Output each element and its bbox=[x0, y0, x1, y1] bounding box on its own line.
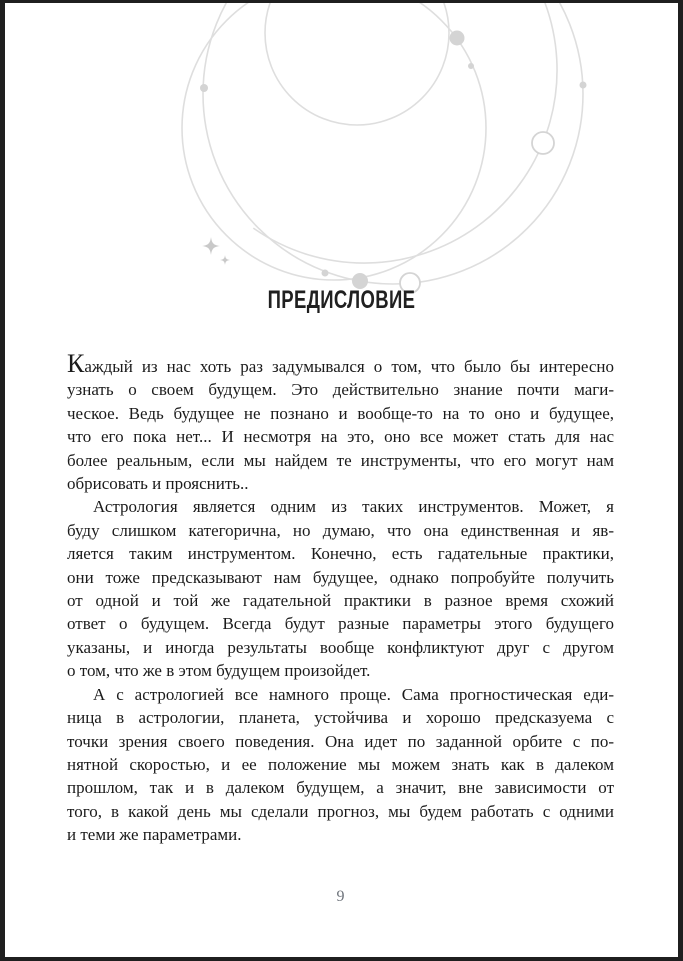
paragraph bbox=[67, 349, 614, 495]
text-line: того, в какой день мы сделали прогноз, мы будем работать с одними bbox=[67, 801, 614, 821]
orbit-circle-inner bbox=[182, 3, 486, 280]
text-line: ляется таким инструментом. Конечно, есть гадательные практики, bbox=[67, 544, 614, 564]
planet-ring bbox=[532, 132, 554, 154]
planet-dot bbox=[200, 84, 208, 92]
sparkle-icon bbox=[202, 237, 220, 255]
drop-cap: К bbox=[67, 349, 85, 378]
planet-dot bbox=[468, 63, 474, 69]
text-line: Каждый из нас хоть раз задумывался о том, что было бы интересно bbox=[67, 349, 614, 378]
text-line: указаны, и иногда результаты вообще конфликтуют друг с другом bbox=[67, 637, 614, 657]
planet-dot bbox=[580, 82, 587, 89]
planet-dot bbox=[322, 270, 329, 277]
orbit-circle-small bbox=[265, 3, 449, 125]
text-line: от одной и той же гадательной практики в разное время схожий bbox=[67, 591, 614, 611]
planet-dot bbox=[450, 31, 465, 46]
paragraph bbox=[67, 683, 614, 847]
text-line: А с астрологией все намного проще. Сама прогностическая еди- bbox=[93, 684, 614, 704]
text-line: точки зрения своего поведения. Она идет по заданной орбите с по- bbox=[67, 731, 614, 751]
text-line: нятной скоростью, и ее положение мы можем знать как в далеком bbox=[67, 754, 614, 774]
text-line: ответ о будущем. Всегда будут разные параметры этого будущего bbox=[67, 614, 614, 634]
text-line: более реальным, если мы найдем те инструменты, что его могут нам bbox=[67, 450, 614, 470]
text-line: и теми же параметрами. bbox=[67, 825, 242, 845]
chapter-title: ПРЕДИСЛОВИЕ bbox=[267, 286, 416, 314]
paragraph bbox=[67, 495, 614, 682]
text-line: ческое. Ведь будущее не познано и вообще-то на то оно и будущее, bbox=[67, 403, 614, 423]
text-line: о том, что же в этом будущем произойдет. bbox=[67, 661, 371, 681]
body-text bbox=[67, 349, 614, 847]
text-line: буду слишком категорична, но думаю, что она единственная и яв- bbox=[67, 520, 614, 540]
page-number: 9 bbox=[336, 888, 345, 905]
text-line: обрисовать и прояснить.. bbox=[67, 474, 249, 494]
text-line: что его пока нет... И несмотря на это, оно все может стать для нас bbox=[67, 427, 614, 447]
text-line: они тоже предсказывают нам будущее, однако попробуйте получить bbox=[67, 567, 614, 587]
text-line: прошлом, так и в далеком будущем, а значит, вне зависимости от bbox=[67, 778, 614, 798]
orbits-ornament bbox=[5, 3, 678, 303]
sparkle-icon bbox=[220, 255, 230, 265]
orbit-circle-outer bbox=[203, 3, 583, 284]
text-line: ница в астрологии, планета, устойчива и хорошо предсказуема с bbox=[67, 708, 614, 728]
text-line: Астрология является одним из таких инструментов. Может, я bbox=[93, 497, 614, 517]
orbit-arc-right bbox=[253, 3, 557, 263]
text-line: узнать о своем будущем. Это действительно знание почти маги- bbox=[67, 380, 614, 400]
